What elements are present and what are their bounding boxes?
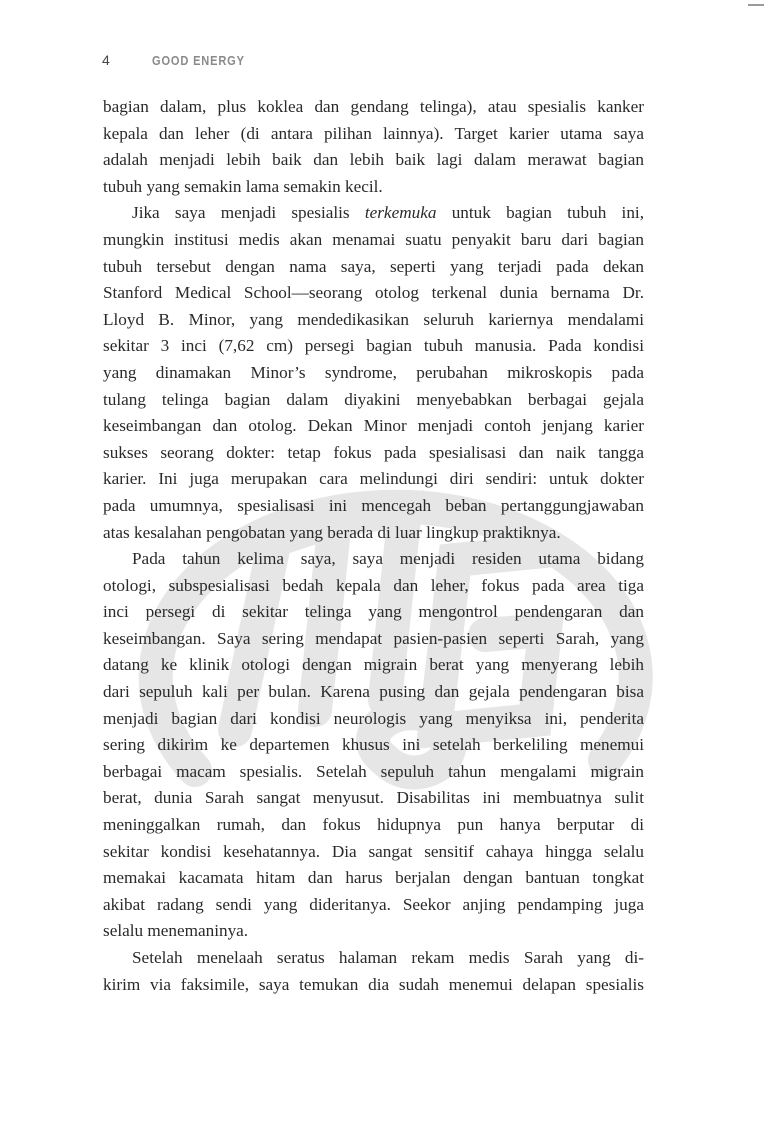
text-line: tulang telinga bagian dalam diyakini menyebabkan berbagai gejala: [103, 389, 644, 409]
text-line-first: [103, 200, 644, 227]
book-title: GOOD ENERGY: [152, 52, 245, 68]
text-line: berat, dunia Sarah sangat menyusut. Disabilitas ini membuatnya sulit: [103, 788, 644, 808]
page-corner-mark: [748, 4, 764, 6]
text-line: Stanford Medical School—seorang otolog terkenal dunia bernama Dr.: [103, 283, 644, 303]
text-line: Pada tahun kelima saya, saya menjadi residen utama bidang: [132, 549, 644, 569]
text-line: sekitar kondisi kesehatannya. Dia sangat sensitif cahaya hingga selalu: [103, 841, 644, 861]
text-line: bagian dalam, plus koklea dan gendang telinga), atau spesialis kanker: [103, 97, 644, 116]
text-line: Lloyd B. Minor, yang mendedikasikan seluruh kariernya mendalami: [103, 309, 644, 329]
running-head: [102, 50, 261, 70]
text-line: meninggalkan rumah, dan fokus hidupnya pun hanya berputar di: [103, 815, 644, 835]
text-line: keseimbangan dan otolog. Dekan Minor menjadi contoh jenjang karier: [103, 416, 644, 436]
text-line: selalu menemaninya.: [103, 921, 249, 941]
text-line: dari sepuluh kali per bulan. Karena pusing dan gejala pendengaran bisa: [103, 682, 644, 702]
text-line: Setelah menelaah seratus halaman rekam medis Sarah yang di-: [132, 948, 644, 967]
text-line: otologi, subspesialisasi bedah kepala dan leher, fokus pada area tiga: [103, 575, 644, 595]
text-line: adalah menjadi lebih baik dan lebih baik lagi dalam merawat bagian: [103, 150, 644, 170]
text-line: tubuh yang semakin lama semakin kecil.: [103, 176, 383, 196]
text-line: inci persegi di sekitar telinga yang mengontrol pendengaran dan: [103, 602, 644, 622]
text-line: berbagai macam spesialis. Setelah sepuluh tahun mengalami migrain: [103, 761, 644, 781]
paragraph-2: [103, 200, 644, 546]
text-line: sering dikirim ke departemen khusus ini setelah berkeliling menemui: [103, 735, 644, 755]
text-line: kirim via faksimile, saya temukan dia sudah menemui delapan spesialis: [103, 974, 644, 994]
text-line: sekitar 3 inci (7,62 cm) persegi bagian tubuh manusia. Pada kondisi: [103, 336, 644, 356]
text-line: atas kesalahan pengobatan yang berada di luar lingkup praktiknya.: [103, 522, 561, 542]
text-line: yang dinamakan Minor’s syndrome, perubahan mikroskopis pada: [103, 362, 644, 382]
text-line: tubuh tersebut dengan nama saya, seperti yang terjadi pada dekan: [103, 256, 644, 276]
text-line: menjadi bagian dari kondisi neurologis yang menyiksa ini, penderita: [103, 708, 644, 728]
text-line: keseimbangan. Saya sering mendapat pasien-pasien seperti Sarah, yang: [103, 628, 644, 648]
text-line: memakai kacamata hitam dan harus berjalan dengan bantuan tongkat: [103, 868, 644, 888]
text-run: Jika saya menjadi spesialis: [132, 203, 365, 223]
text-line: datang ke klinik otologi dengan migrain berat yang menyerang lebih: [103, 655, 644, 675]
paragraph-1: [103, 94, 644, 200]
text-line: sukses seorang dokter: tetap fokus pada spesialisasi dan naik tangga: [103, 442, 644, 462]
page-number: 4: [102, 52, 110, 68]
text-line: akibat radang sendi yang dideritanya. Seekor anjing pendamping juga: [103, 894, 644, 914]
text-line: kepala dan leher (di antara pilihan lainnya). Target karier utama saya: [103, 123, 644, 143]
paragraph-4: [103, 945, 644, 998]
text-line: mungkin institusi medis akan menamai suatu penyakit baru dari bagian: [103, 229, 644, 249]
text-line: karier. Ini juga merupakan cara melindungi diri sendiri: untuk dokter: [103, 469, 644, 489]
text-line: pada umumnya, spesialisasi ini mencegah beban pertanggungjawaban: [103, 495, 644, 515]
text-run: untuk bagian tubuh ini,: [436, 203, 644, 223]
body-text: [103, 94, 644, 998]
italic-emphasis: terkemuka: [364, 203, 437, 223]
paragraph-3: [103, 546, 644, 945]
